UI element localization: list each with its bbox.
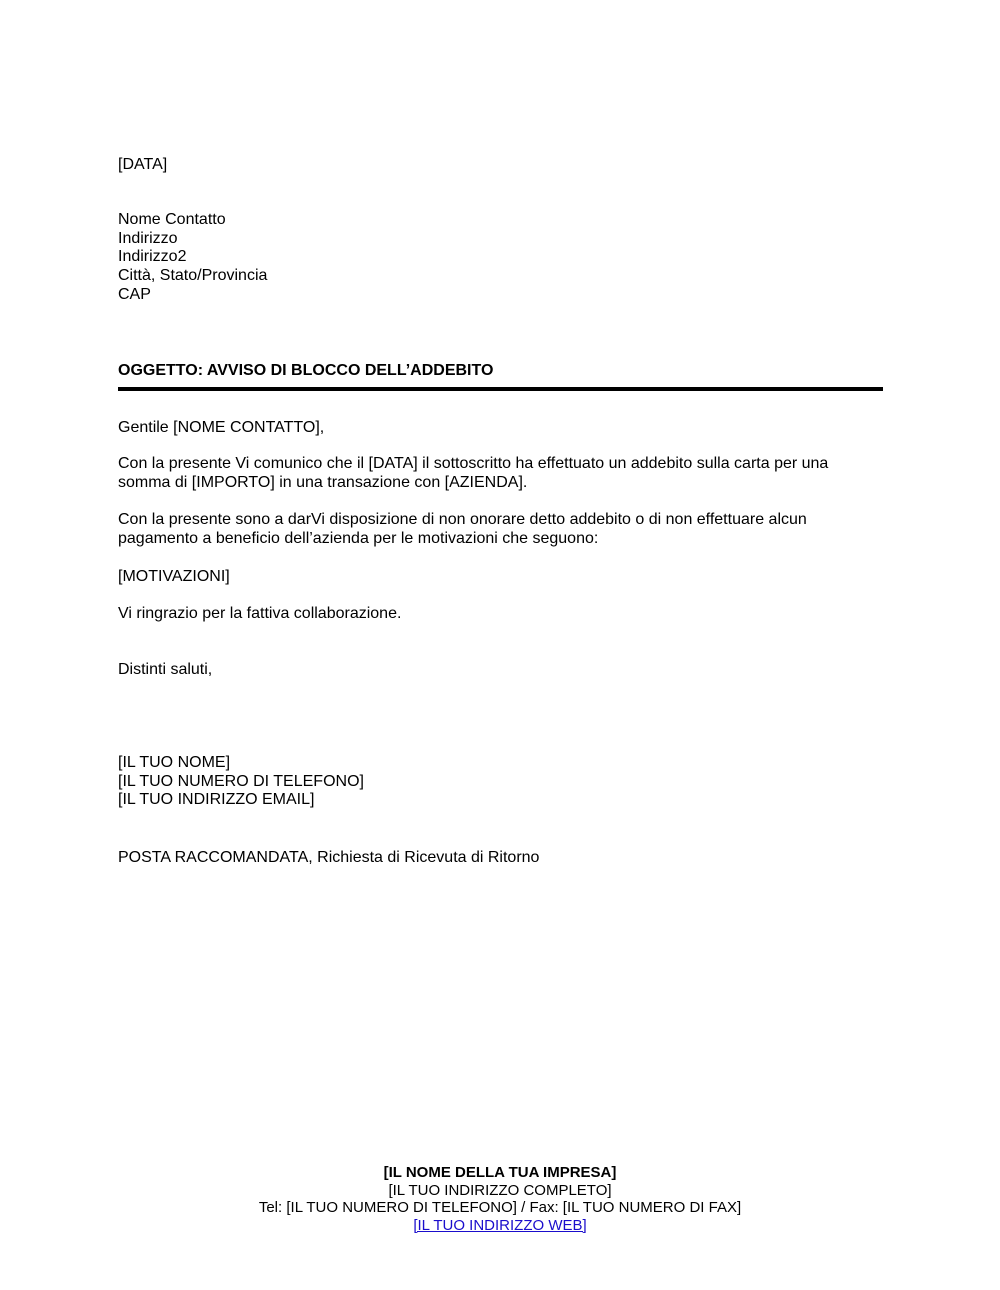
signature-phone: [IL TUO NUMERO DI TELEFONO]	[118, 772, 364, 790]
letter-subject: OGGETTO: AVVISO DI BLOCCO DELL’ADDEBITO	[118, 362, 494, 379]
signature-name: [IL TUO NOME]	[118, 754, 231, 771]
paragraph-line: somma di [IMPORTO] in una transazione con [AZIENDA].	[118, 473, 528, 491]
recipient-address	[118, 211, 267, 305]
letter-date: [DATA]	[118, 156, 168, 173]
signature-email: [IL TUO INDIRIZZO EMAIL]	[118, 791, 315, 809]
recipient-name: Nome Contatto	[118, 211, 226, 228]
paragraph-line: Con la presente Vi comunico che il [DATA] il sottoscritto ha effettuato un addebito sulla carta per una	[118, 455, 829, 472]
footer-address: [IL TUO INDIRIZZO COMPLETO]	[388, 1181, 612, 1199]
recipient-address-line1: Indirizzo	[118, 229, 178, 247]
delivery-note: POSTA RACCOMANDATA, Richiesta di Ricevuta di Ritorno	[118, 849, 540, 866]
recipient-postal-code: CAP	[118, 285, 151, 303]
signature-block	[118, 754, 364, 810]
footer-contacts: Tel: [IL TUO NUMERO DI TELEFONO] / Fax: [IL TUO NUMERO DI FAX]	[258, 1199, 742, 1216]
subject-divider	[118, 387, 883, 391]
paragraph-line: pagamento a beneficio dell’azienda per le motivazioni che seguono:	[118, 529, 599, 547]
footer-company-name: [IL NOME DELLA TUA IMPRESA]	[383, 1164, 617, 1181]
salutation: Gentile [NOME CONTATTO],	[118, 419, 325, 436]
footer-website-link[interactable]: [IL TUO INDIRIZZO WEB]	[413, 1216, 587, 1234]
recipient-city-state: Città, Stato/Provincia	[118, 267, 268, 285]
paragraph-line: Con la presente sono a darVi disposizione di non onorare detto addebito o di non effettuare alcun	[118, 511, 807, 528]
paragraph-charge-details	[118, 455, 828, 492]
company-footer	[0, 1164, 1000, 1234]
recipient-address-line2: Indirizzo2	[118, 248, 187, 266]
reasons-placeholder: [MOTIVAZIONI]	[118, 568, 230, 585]
thanks-line: Vi ringrazio per la fattiva collaborazione.	[118, 605, 402, 622]
paragraph-stop-payment	[118, 511, 807, 548]
closing: Distinti saluti,	[118, 661, 213, 678]
